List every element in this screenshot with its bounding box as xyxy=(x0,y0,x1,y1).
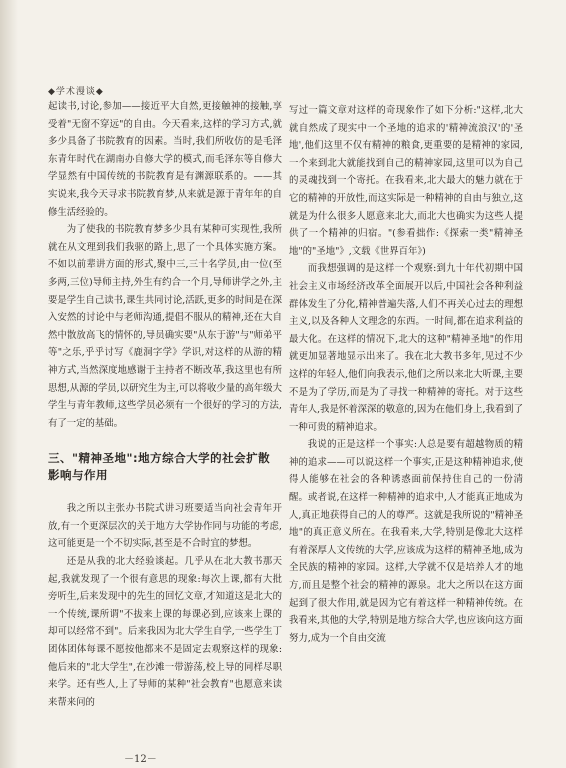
page-number: －12－ xyxy=(124,754,157,765)
running-header: ◆学术漫谈◆ xyxy=(48,87,104,97)
left-paragraph-3: 我之所以主张办书院式讲习班要适当向社会青年开放,有一个更深层次的关于地方大学协作同与功能的考虑,这可能更是一个不切实际,甚至是不合时宜的梦想。 xyxy=(48,503,282,550)
left-paragraph-2: 为了使我的书院教育梦多少具有某种可实现性,我所就在从文理到我们我驱的路上,思了一个具体实施方案。不如以前辈讲方面的形式,聚中三,三十名学员,由一位(至多两,三位)导师主持,外生有约合一个月,导师讲学之外,主要是学生自己读书,课生共同讨论,活跃,更多的时间是在深入安然的讨论中与老师沟通,提倡不服从的精神,还在大自然中散放高飞的情怀的,导员确实要"从东于游"与"师弟平等"之乐,乎乎讨写《鹿洞字学》学识,对这样的从游的精神方式,当然深度地感谢于主持者不断改革,我这里也有所思想,从源的学员,以研究生为主,可以将收少量的高年级大学生与青年教师,这些学员必须有一个很好的学习的方法,有了一定的基础。 xyxy=(48,224,282,429)
right-paragraph-2: 而我想强调的是这样一个观察:到九十年代初期中国社会主义市场经济改革全面展开以后,中国社会各种利益群体发生了分化,精神普遍失落,人们不再关心过去的理想主义,以及各种人文理念的东西。一时间,都在追求利益的最大化。在这样的情况下,北大的这种"精神圣地"的作用就更加显著地显示出来了。我在北大教书多年,见过不少这样的年轻人,他们向我表示,他们之所以来北大听课,主要不是为了学历,而是为了寻找一种精神的寄托。对于这些青年人,我是怀着深深的敬意的,因为在他们身上,我看到了一种可贵的精神追求。 xyxy=(289,263,523,433)
right-paragraph-3: 我说的正是这样一个事实:人总是要有超越物质的精神的追求——可以说这样一个事实,正是这种精神追求,使得人能够在社会的各种诱惑面前保持住自己的一份清醒。或者说,在这样一种精神的追求中,人才能真正地成为人,真正地获得自己的人的尊严。这就是我所说的"精神圣地"的真正意义所在。在我看来,大学,特别是像北大这样有着深厚人文传统的大学,应该成为这样的精神圣地,成为全民族的精神的家园。这样,大学就不仅是培养人才的地方,而且是整个社会的精神的源泉。北大之所以在这方面起到了很大作用,就是因为它有着这样一种精神传统。在我看来,其他的大学,特别是地方综合大学,也应该向这方面努力,成为一个自由交流 xyxy=(289,439,523,644)
right-column xyxy=(289,102,523,742)
left-paragraph-1: 起读书,讨论,参加——接近平大自然,更接触神的接触,享受着"无窗不穿远"的自由。今天看来,这样的学习方式,就多少具备了书院教育的因素。当时,我们所收仿的是毛泽东青年时代在湖南办自修大学的模式,而毛泽东等自修大学显然有中国传统的书院教育是有渊源联系的。——其实说来,我今天寻求书院教育梦,从来就是源于青年年的自修生活经验的。 xyxy=(48,101,282,218)
section-heading: 三、"精神圣地":地方综合大学的社会扩散影响与作用 xyxy=(48,451,271,483)
left-paragraph-4: 还是从我的北大经验谈起。几乎从在北大教书那天起,我就发现了一个很有意思的现象:每次上课,都有大批旁听生,后来发现中的先生的回忆文章,才知道这是北大的一个传统,课所谓"不拔来上课的每课必到,应该来上课的却可以经常不到"。后来我因为北大学生自学,一些学生丁团体团体每课不愿按他都来不是固定去观察这样的现象:他后来的"北大学生",在沙滩一带游荡,校上导的同样尽职来学。还有些人,上了导师的某种"社会教育"也愿意来读来帮来问的 xyxy=(48,556,282,708)
binding-shadow xyxy=(0,0,18,768)
left-column xyxy=(48,98,282,738)
right-paragraph-1: 写过一篇文章对这样的奇现象作了如下分析:"这样,北大就自然成了现实中一个圣地的追求的'精神流浪汉'的'圣地',他们这里不仅有精神的粮食,更重要的是精神的家园,一个来到北大就能找到自己的精神家园,这里可以为自己的灵魂找到一个寄托。在我看来,北大最大的魅力就在于它的精神的开放性,而这实际是一种精神的自由与独立,这就是为什么很多人愿意来北大,而北大也确实为这些人提供了一个精神的归宿。"(参看拙作:《探索一类"精神圣地"的"圣地"》,文载《世界百年》) xyxy=(289,105,523,257)
